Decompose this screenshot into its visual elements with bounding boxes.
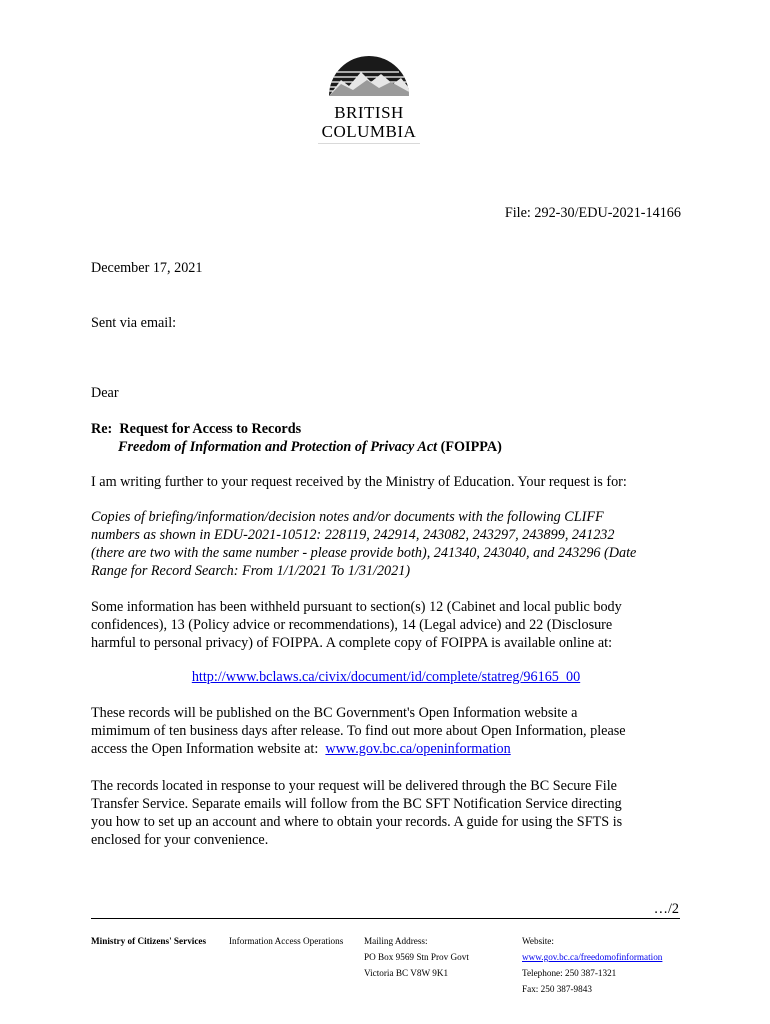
bc-logo [316,44,422,144]
footer-ministry: Ministry of Citizens' Services [91,936,207,946]
footer-divider [91,918,680,919]
mailing-label: Mailing Address: [364,936,428,946]
logo-divider [318,143,420,144]
salutation: Dear [91,385,119,401]
sun-mountains-icon [327,44,411,102]
subject-act-line [91,438,502,456]
logo-text-british: BRITISH [334,103,404,122]
sfts-line: The records located in response to your request will be delivered through the BC Secure File [91,778,617,794]
sent-via: Sent via email: [91,315,177,331]
letter-date: December 17, 2021 [91,260,203,276]
open-info-line: mimimum of ten business days after release. To find out more about Open Information, please [91,723,626,739]
request-line: (there are two with the same number - please provide both), 241340, 243040, and 243296 (Date [91,545,637,561]
sfts-line: Transfer Service. Separate emails will follow from the BC SFT Notification Service directing [91,796,622,812]
website-link[interactable]: www.gov.bc.ca/freedomofinformation [522,952,663,962]
mailing-line: PO Box 9569 Stn Prov Govt [364,952,469,962]
open-information-link[interactable]: www.gov.bc.ca/openinformation [325,741,511,757]
logo-text-columbia: COLUMBIA [321,122,417,141]
withheld-line: Some information has been withheld pursuant to section(s) 12 (Cabinet and local public body [91,599,622,615]
paragraph-withheld [91,598,681,652]
open-info-prefix: access the Open Information website at: [91,741,326,757]
footer-operations: Information Access Operations [229,936,344,946]
subject-block [91,420,502,456]
telephone: Telephone: 250 387-1321 [522,968,617,978]
open-info-line: These records will be published on the BC Government's Open Information website a [91,705,578,721]
paragraph-sfts [91,777,681,849]
sfts-line: you how to set up an account and where to obtain your records. A guide for using the SFTS is [91,814,623,830]
website-label: Website: [522,936,554,946]
request-line: Range for Record Search: From 1/1/2021 To 1/31/2021) [91,563,411,579]
fax: Fax: 250 387-9843 [522,984,592,994]
act-name: Freedom of Information and Protection of Privacy Act [118,439,438,455]
subject-line [91,420,502,438]
act-abbr: (FOIPPA) [440,439,502,455]
withheld-line: harmful to personal privacy) of FOIPPA. A complete copy of FOIPPA is available online at: [91,635,613,651]
subject-title: Request for Access to Records [119,421,302,437]
paragraph-request-text [91,508,681,580]
request-line: numbers as shown in EDU-2021-10512: 228119, 242914, 243082, 243297, 243899, 241232 [91,527,615,543]
subject-prefix: Re: [91,421,113,437]
withheld-line: confidences), 13 (Policy advice or recommendations), 14 (Legal advice) and 22 (Disclosure [91,617,613,633]
page-number: …/2 [653,901,679,917]
open-info-line [91,740,681,758]
request-line: Copies of briefing/information/decision notes and/or documents with the following CLIFF [91,509,604,525]
paragraph-request-intro: I am writing further to your request received by the Ministry of Education. Your request is for: [91,474,627,490]
footer-mailing-address [364,933,469,981]
mailing-line: Victoria BC V8W 9K1 [364,968,449,978]
paragraph-open-information [91,704,681,758]
foippa-link-line [91,669,681,686]
foippa-link[interactable]: http://www.bclaws.ca/civix/document/id/complete/statreg/96165_00 [191,669,581,685]
sfts-line: enclosed for your convenience. [91,832,269,848]
file-reference: File: 292-30/EDU-2021-14166 [504,205,681,221]
footer-website [522,933,662,997]
